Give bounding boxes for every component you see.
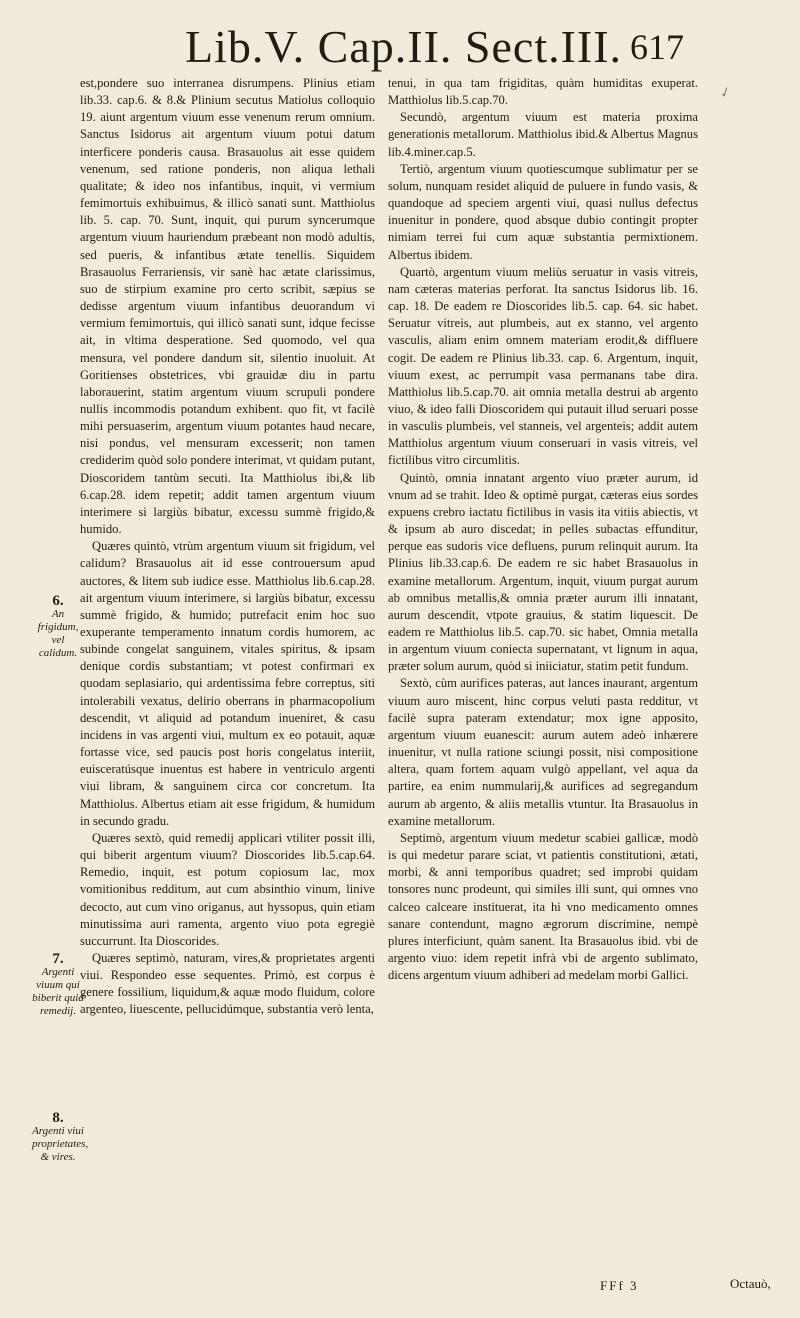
paragraph: Quæres sextò, quid remedij applicari vtiliter possit illi, qui biberit argentum viuum? Dioscorides lib.5.cap.64. Remedio, inquit, est potum copiosum lac, mox vomitionibus redditum, aut cum absinthio vinum, linive decocto, aut cum vino origanus, aut hyssopus, quin etiam minutissima auri ramenta, argento viuo pota egregiè succurrunt. Ita Dioscorides. bbox=[80, 830, 375, 948]
margin-note-number: 6. bbox=[52, 593, 64, 609]
paragraph: Quartò, argentum viuum meliùs seruatur in vasis vitreis, nam cæteras materias perforat. Ita sanctus Isidorus lib. 16. cap. 18. De eadem re Dioscorides lib.5. cap. 64. sic habet. Seruatur vitreis, aut plumbeis, aut ex stanno, vel argento vasculis, aliam enim omnem materiam erodit,& diffluere cogit. De eadem re Plinius lib.33. cap. 6. Argentum, inquit, viuum exest, ac perrumpit vasa permanans tabe dira. Matthiolus lib.5.cap.70. ait omnia metalla destrui ab argento viuo, & ideo falli Dioscoridem qui putauit illud seruari posse in vasculis plumbeis, vel stanneis, vel argenteis; addit autem Matthiolus argentum viuum conseruari in vasis vitreis, vel fictilibus vitro circumlitis. bbox=[388, 264, 698, 468]
annotation-mark: ✓ bbox=[717, 84, 734, 103]
paragraph: Quæres quintò, vtrùm argentum viuum sit frigidum, vel calidum? Brasauolus ait id esse controuersum apud auctores, & litem sub iudice esse. Matthiolus lib.6.cap.28. ait argentum viuum interimere, si largiùs bibatur, excessu summè frigido, & humido; putrefacit enim hoc suo exuperante temperamento innatum cordis humorem, ac subinde congelat sanguinem, vitales spiritus, & ipsam denique cordis substantiam; vt potest confirmari ex quodam seplasiario, qui ardentissima febre correptus, siti intolerabili vexatus, delirio oberrans in pharmacopolium descendit, vt aliquid ad potandum inueniret, & casu incidens in vas argenti viui, multum ex eo potauit, aquæ fortasse vice, sed paucis post horis congelatus interiit, euisceratúsque inuentus est habere in ventriculo argenti viui libram, & sanguinem circa cor concretum. Ita Matthiolus. Albertus etiam ait esse frigidum, & humidum in secundo gradu. bbox=[80, 539, 375, 828]
signature-mark: FFf 3 bbox=[600, 1278, 639, 1293]
margin-note bbox=[32, 595, 84, 660]
margin-note-number: 8. bbox=[52, 1110, 64, 1126]
paragraph: Septimò, argentum viuum medetur scabiei gallicæ, modò is qui medetur parare sciat, vt patientis constitutioni, ætati, morbi, & anni temporibus quadret; sed improbi quidam tonsores nunc prodeunt, qui similes illi sunt, qui omnes vno calceo calceare instituerat, ita hi vno medicamento omnes sanare contendunt, magno ægrorum discrimine, nempè plures interficiunt, quàm sanent. Ita Brasauolus ibid. vbi de argento viuo: idem repetit infrà vbi de argento sublimato, dicens argentum viuum adhiberi ad medelam morbi Gallici. bbox=[388, 830, 698, 983]
margin-note-number: 7. bbox=[52, 951, 64, 967]
margin-note-text: Argenti viui proprietates, & vires. bbox=[32, 1125, 89, 1163]
paragraph: Quintò, omnia innatant argento viuo præter aurum, id vnum ad se trahit. Ideo & optimè purgat, cæteras eius sordes expuens crebro iactatu fictilibus in vasis ita vitiis abiectis, vt & ipsum ab auro discedat; in pelles subactas effunditur, perque eas sudoris vice defluens, purum relinquit aurum. Ita Plinius lib.33.cap.6. De eadem re sic habet Brasauolus in examine metallorum. Argentum, inquit, viuum purgat aurum ab omnibus metallis,& omnia præter aurum illi innatant, aurum descendit, vtpote grauius, & statim liquescit. De eadem re Matthiolus lib.5. cap.70. sic habet, Omnia metalla in argentum viuum coniecta supernatant, vt lignum in aqua, præter solum aurum, quòd si iniiciatur, statim petit fundum. bbox=[388, 470, 698, 674]
paragraph: Tertiò, argentum viuum quotiescumque sublimatur per se solum, nunquam residet aliquid de puluere in fundo vasis, & quandoque ad speciem argenti viui, quasi nullus defectus inuenitur in pondere, quod absque dubio contingit propter nimiam terrei fui cum aquæ substantia permixtionem. Albertus ibidem. bbox=[388, 161, 698, 262]
page-header bbox=[0, 18, 800, 78]
paragraph: Quæres septimò, naturam, vires,& proprietates argenti viui. Respondeo esse sequentes. Primò, est corpus è genere fossilium, liquidum,& aquæ modo fluidum, colore argenteo, liuescente, pellucidúmque, substantia verò lenta, bbox=[80, 950, 375, 1017]
margin-note-text: Argenti viuum qui biberit quid remedij. bbox=[32, 966, 84, 1017]
running-title: Lib.V. Cap.II. Sect.III. bbox=[185, 21, 623, 72]
paragraph: est,pondere suo interranea disrumpens. Plinius etiam lib.33. cap.6. & 8.& Plinium secutus Matiolus colloquio 19. aiunt argentum viuum esse venenum rerum omnium. Sanctus Isidorus ait argentum viuum potui datum interficere ponderis causa. Brasauolus ait esse quidem venenum, sed ratione ponderis, non aliqua lethali qualitate; & ideo nos infantibus, inquit, vi vermium femimortuis exhibuimus, & illicò sanati sunt. Matthiolus lib. 5. cap. 70. Sunt, inquit, qui purum syncerumque argentum viuum hauriendum præbeant non modò adultis, sed pueris, & infantibus ætate tenellis. Siquidem Brasauolus Ferrariensis, vir sanè hac ætate clarissimus, suo de stirpium examine pro certo scribit, sæpius se dedisse argentum viuum infantibus deuorandum vi vermium femimortuis, qui illicò sanati sunt, idque fecisse ait, in vltima desperatione. Sed quomodo, vel qua mensura, vel pondere dandum sit, silentio inuoluit. At Goritienses obstetrices, vbi grauidæ diu in partu laborauerint, statim argentum viuum scrupuli pondere nullis incommodis potandum exhibent. quo fit, vt facilè mihi persuaserim, argentum viuum potantes haud necare, nisi pondus, vel mensuram excesserit; non tamen crediderim quòd solo pondere interimat, vt quidam putant, Dioscoridem tantùm secuti. Ita Matthiolus ibi,& lib 6.cap.28. idem repetit; addit tamen argentum viuum interimere si largiùs bibatur, excessu summè frigido,& humido. bbox=[80, 76, 375, 537]
margin-note-text: An frigidum, vel calidum. bbox=[37, 608, 79, 659]
paragraph: Secundò, argentum viuum est materia proxima generationis metallorum. Matthiolus ibid.& Albertus Magnus lib.4.miner.cap.5. bbox=[388, 110, 698, 159]
paragraph: Sextò, cùm aurifices pateras, aut lances inaurant, argentum viuum auro miscent, hinc corpus veluti pasta redditur, vt facilè supra pateram extendatur; mox igne apposito, argentum viuum euanescit: aurum autem adeò inhærere inuenitur, vt nulla ratione sciungi possit, nisi compositione altera, quam fortem aquam vulgò appellant, vel aqua da partire, ea enim nummularij,& aurifices ad segregandum aurum ab argento, & aliis metallis vtuntur. Ita Brasauolus in examine metallorum. bbox=[388, 676, 698, 828]
paragraph: tenui, in qua tam frigiditas, quàm humiditas exuperat. Matthiolus lib.5.cap.70. bbox=[388, 76, 698, 108]
margin-note bbox=[32, 1110, 89, 1164]
margin-notes bbox=[32, 0, 89, 1318]
right-column bbox=[388, 75, 698, 984]
catchword: Octauò, bbox=[730, 1276, 771, 1291]
page-number: 617 bbox=[630, 27, 684, 67]
margin-note bbox=[32, 953, 84, 1018]
left-column bbox=[80, 75, 375, 1019]
